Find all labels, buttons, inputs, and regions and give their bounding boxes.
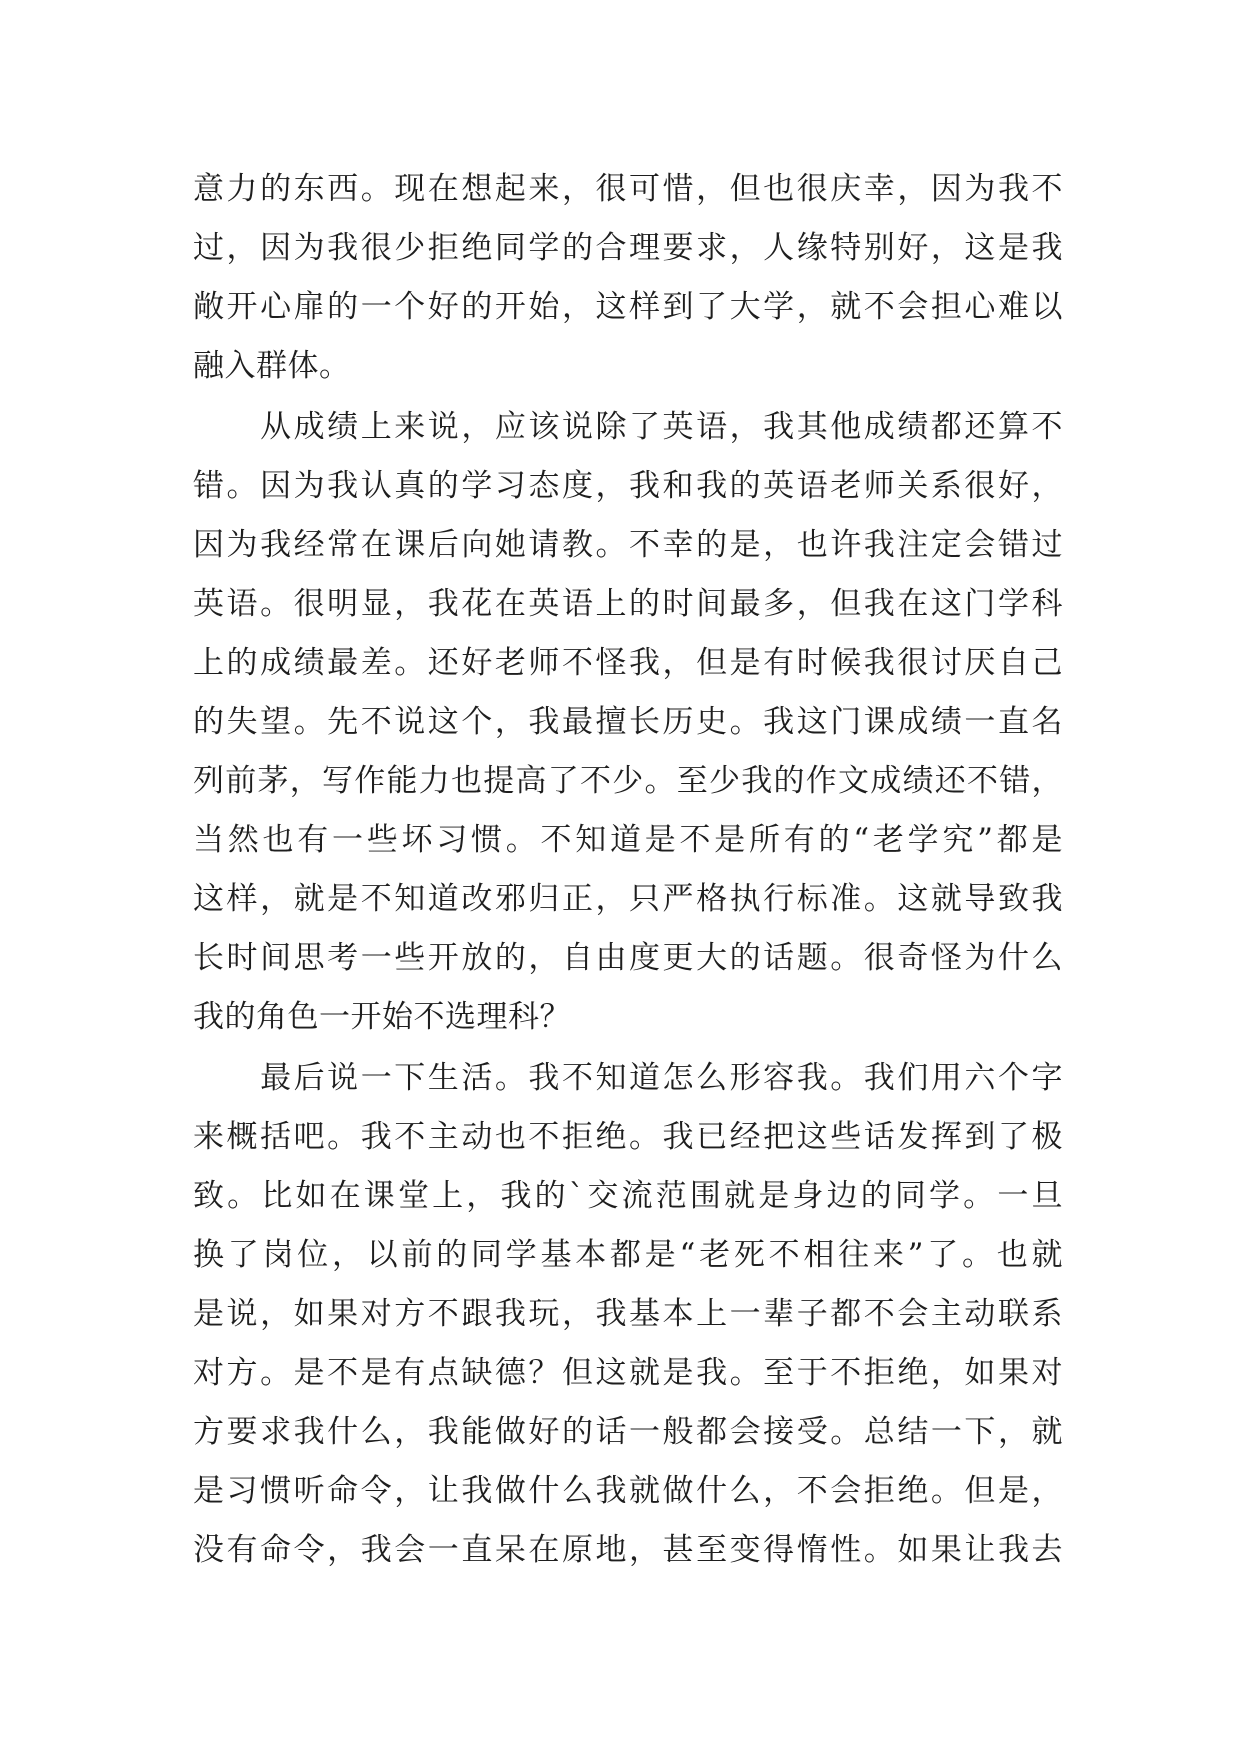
text-line: 换了岗位，以前的同学基本都是“老死不相往来”了。也就 bbox=[193, 1237, 1063, 1273]
text-line: 错。因为我认真的学习态度，我和我的英语老师关系很好， bbox=[193, 468, 1063, 504]
text-line: 列前茅，写作能力也提高了不少。至少我的作文成绩还不错， bbox=[193, 763, 1063, 799]
text-line: 上的成绩最差。还好老师不怪我，但是有时候我很讨厌自己 bbox=[193, 645, 1063, 681]
text-line: 对方。是不是有点缺德？但这就是我。至于不拒绝，如果对 bbox=[193, 1355, 1063, 1391]
text-line: 因为我经常在课后向她请教。不幸的是，也许我注定会错过 bbox=[193, 527, 1063, 563]
text-line: 当然也有一些坏习惯。不知道是不是所有的“老学究”都是 bbox=[193, 822, 1063, 858]
text-line: 长时间思考一些开放的，自由度更大的话题。很奇怪为什么 bbox=[193, 940, 1063, 976]
text-line: 英语。很明显，我花在英语上的时间最多，但我在这门学科 bbox=[193, 586, 1063, 622]
text-line: 这样，就是不知道改邪归正，只严格执行标准。这就导致我 bbox=[193, 881, 1063, 917]
paragraph-1 bbox=[193, 160, 1063, 396]
text-line: 过，因为我很少拒绝同学的合理要求，人缘特别好，这是我 bbox=[193, 230, 1063, 266]
text-line: 的失望。先不说这个，我最擅长历史。我这门课成绩一直名 bbox=[193, 704, 1063, 740]
text-line: 最后说一下生活。我不知道怎么形容我。我们用六个字 bbox=[193, 1060, 1063, 1096]
paragraph-2 bbox=[193, 398, 1063, 1047]
text-line: 融入群体。 bbox=[193, 348, 351, 384]
text-line: 敞开心扉的一个好的开始，这样到了大学，就不会担心难以 bbox=[193, 289, 1063, 325]
text-line: 意力的东西。现在想起来，很可惜，但也很庆幸，因为我不 bbox=[193, 171, 1063, 207]
text-line: 没有命令，我会一直呆在原地，甚至变得惰性。如果让我去 bbox=[193, 1532, 1063, 1568]
text-line: 致。比如在课堂上，我的`交流范围就是身边的同学。一旦 bbox=[193, 1178, 1063, 1214]
paragraph-3 bbox=[193, 1049, 1063, 1580]
text-line: 我的角色一开始不选理科？ bbox=[193, 999, 571, 1035]
text-line: 来概括吧。我不主动也不拒绝。我已经把这些话发挥到了极 bbox=[193, 1119, 1063, 1155]
document-body bbox=[193, 160, 1063, 1580]
text-line: 是说，如果对方不跟我玩，我基本上一辈子都不会主动联系 bbox=[193, 1296, 1063, 1332]
text-line: 是习惯听命令，让我做什么我就做什么，不会拒绝。但是， bbox=[193, 1473, 1063, 1509]
text-line: 方要求我什么，我能做好的话一般都会接受。总结一下，就 bbox=[193, 1414, 1063, 1450]
text-line: 从成绩上来说，应该说除了英语，我其他成绩都还算不 bbox=[193, 409, 1063, 445]
